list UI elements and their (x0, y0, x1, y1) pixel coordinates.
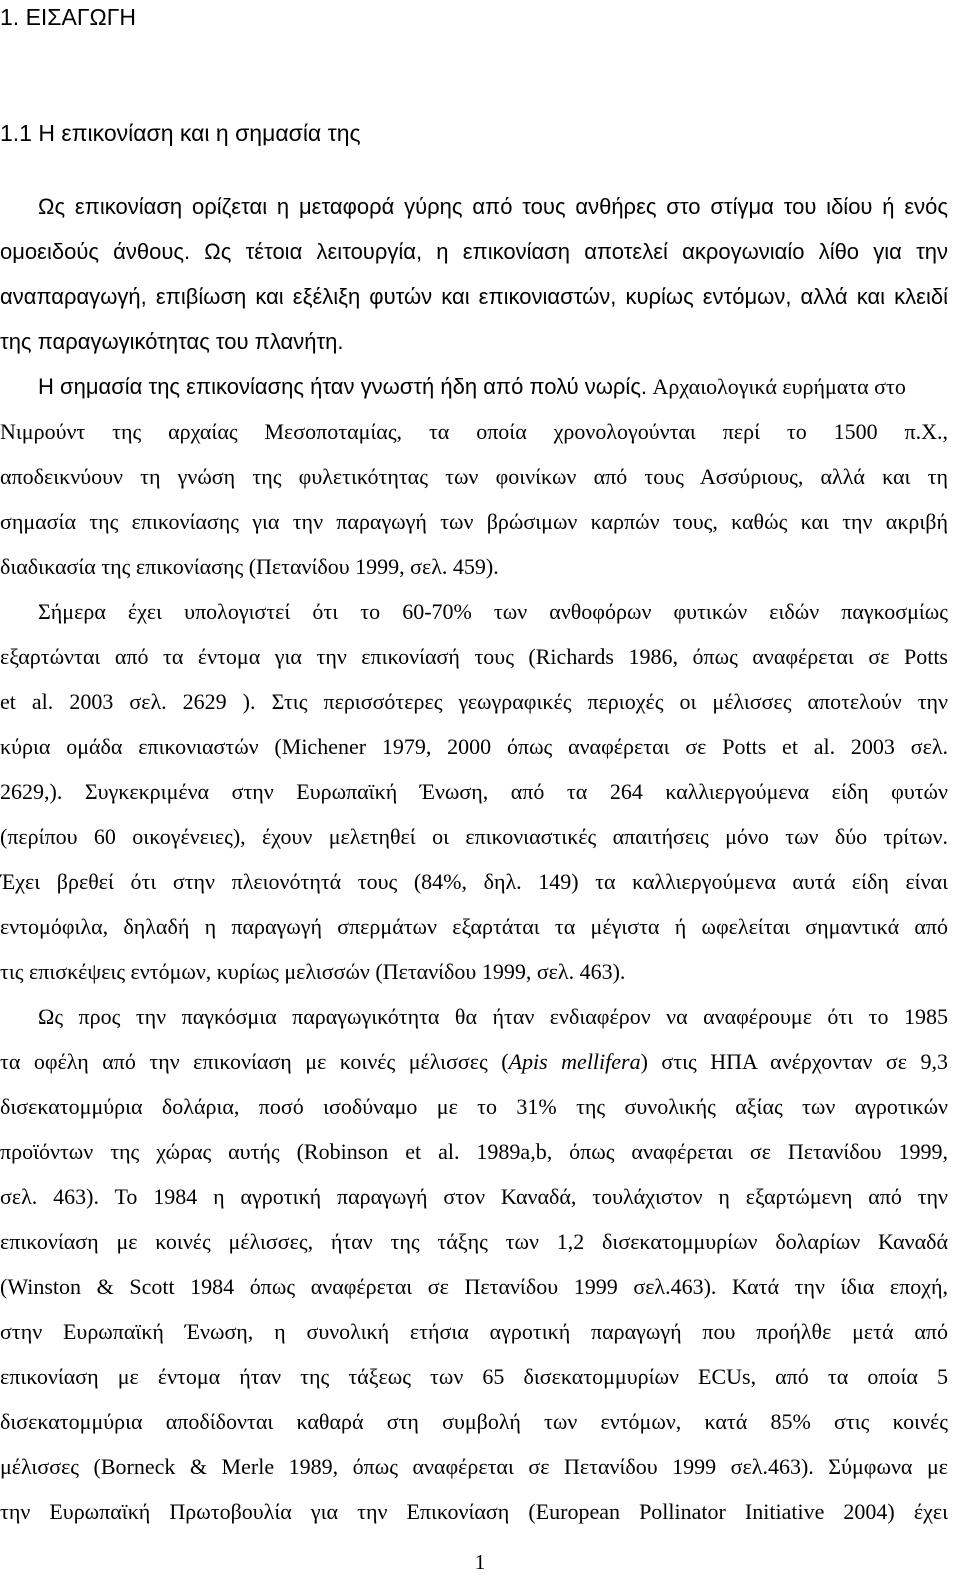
paragraph-line (0, 781, 948, 803)
paragraph-line: ομοειδούς άνθους. Ως τέτοια λειτουργία, η επικονίαση αποτελεί ακρογωνιαίο λίθο για την (0, 239, 948, 264)
chapter-heading: 1. ΕΙΣΑΓΩΓΗ (0, 4, 137, 30)
paragraph-line: (Winston & Scott 1984 όπως αναφέρεται σε Πετανίδου 1999 σελ.463). Κατά την ίδια εποχή, (0, 1274, 948, 1299)
paragraph-line: δισεκατομμύρια αποδίδονται καθαρά στη συμβολή των εντόμων, κατά 85% στις κοινές (0, 1409, 948, 1434)
line-segment: Συγκεκριμένα στην Ευρωπαϊκή Ένωση, από τα 264 καλλιεργούμενα είδη φυτών (84, 779, 948, 804)
line-segment: 2629,). (0, 779, 63, 804)
line-segment: ) στις ΗΠΑ ανέρχονταν σε 9,3 (640, 1049, 948, 1074)
paragraph-line (38, 376, 948, 398)
line-segment: τα οφέλη από την επικονίαση με κοινές μέλισσες ( (0, 1049, 509, 1074)
paragraph-line: Έχει βρεθεί ότι στην πλειονότητά τους (84%, δηλ. 149) τα καλλιεργούμενα αυτά είδη είναι (0, 869, 948, 894)
species-name: Apis mellifera (508, 1049, 641, 1074)
paragraph-line: την Ευρωπαϊκή Πρωτοβουλία για την Επικονίαση (European Pollinator Initiative 2004) έχει (0, 1499, 948, 1524)
paragraph-line: στην Ευρωπαϊκή Ένωση, η συνολική ετήσια αγροτική παραγωγή που προήλθε μετά από (0, 1319, 948, 1344)
paragraph-line: Ως προς την παγκόσμια παραγωγικότητα θα ήταν ενδιαφέρον να αναφέρουμε ότι το 1985 (38, 1004, 948, 1029)
paragraph-line: εξαρτώνται από τα έντομα για την επικονίασή τους (Richards 1986, όπως αναφέρεται σε Potts (0, 644, 948, 669)
paragraph-line: διαδικασία της επικονίασης (Πετανίδου 1999, σελ. 459). (0, 554, 499, 579)
paragraph-line: Σήμερα έχει υπολογιστεί ότι το 60-70% των ανθοφόρων φυτικών ειδών παγκοσμίως (38, 599, 948, 624)
paragraph-line: εντομόφιλα, δηλαδή η παραγωγή σπερμάτων εξαρτάται τα μέγιστα ή ωφελείται σημαντικά από (0, 914, 948, 939)
paragraph-line: κύρια ομάδα επικονιαστών (Michener 1979, 2000 όπως αναφέρεται σε Potts et al. 2003 σελ. (0, 734, 948, 759)
paragraph-line (0, 691, 948, 713)
page-number: 1 (474, 1550, 486, 1574)
line-segment: Η σημασία της επικονίασης ήταν γνωστή ήδη από πολύ νωρίς. (38, 374, 648, 399)
paragraph-line: δισεκατομμύρια δολάρια, ποσό ισοδύναμο με το 31% της συνολικής αξίας των αγροτικών (0, 1094, 948, 1119)
paragraph-line: Ως επικονίαση ορίζεται η μεταφορά γύρης από τους ανθήρες στο στίγμα του ιδίου ή ενός (38, 194, 948, 219)
paragraph-line: Νιμρούντ της αρχαίας Μεσοποταμίας, τα οποία χρονολογούνται περί το 1500 π.Χ., (0, 419, 948, 444)
paragraph-line: επικονίαση με έντομα ήταν της τάξεως των 65 δισεκατομμυρίων ECUs, από τα οποία 5 (0, 1364, 948, 1389)
paragraph-line: σελ. 463). Το 1984 η αγροτική παραγωγή στον Καναδά, τουλάχιστον η εξαρτώμενη από την (0, 1184, 948, 1209)
paragraph-line: μέλισσες (Borneck & Merle 1989, όπως αναφέρεται σε Πετανίδου 1999 σελ.463). Σύμφωνα με (0, 1454, 948, 1479)
paragraph-line: της παραγωγικότητας του πλανήτη. (0, 329, 344, 354)
paragraph-line: προϊόντων της χώρας αυτής (Robinson et al. 1989a,b, όπως αναφέρεται σε Πετανίδου 1999, (0, 1139, 948, 1164)
paragraph-line: αποδεικνύουν τη γνώση της φυλετικότητας των φοινίκων από τους Ασσύριους, αλλά και τη (0, 464, 948, 489)
line-segment: Αρχαιολογικά ευρήματα στο (652, 374, 906, 399)
paragraph-line (0, 1051, 948, 1073)
section-heading: 1.1 Η επικονίαση και η σημασία της (0, 120, 361, 146)
paragraph-line: αναπαραγωγή, επιβίωση και εξέλιξη φυτών και επικονιαστών, κυρίως εντόμων, αλλά και κλειδί (0, 284, 948, 309)
paragraph-line: τις επισκέψεις εντόμων, κυρίως μελισσών (Πετανίδου 1999, σελ. 463). (0, 959, 626, 984)
paragraph-line: σημασία της επικονίασης για την παραγωγή των βρώσιμων καρπών τους, καθώς και την ακριβή (0, 509, 948, 534)
paragraph-line: επικονίαση με κοινές μέλισσες, ήταν της τάξης των 1,2 δισεκατομμυρίων δολαρίων Καναδά (0, 1229, 948, 1254)
line-segment: Στις περισσότερες γεωγραφικές περιοχές οι μέλισσες αποτελούν την (271, 689, 948, 714)
paragraph-line: (περίπου 60 οικογένειες), έχουν μελετηθεί οι επικονιαστικές απαιτήσεις μόνο των δύο τρίτων. (0, 824, 948, 849)
line-segment: et al. 2003 σελ. 2629 ). (0, 689, 256, 714)
